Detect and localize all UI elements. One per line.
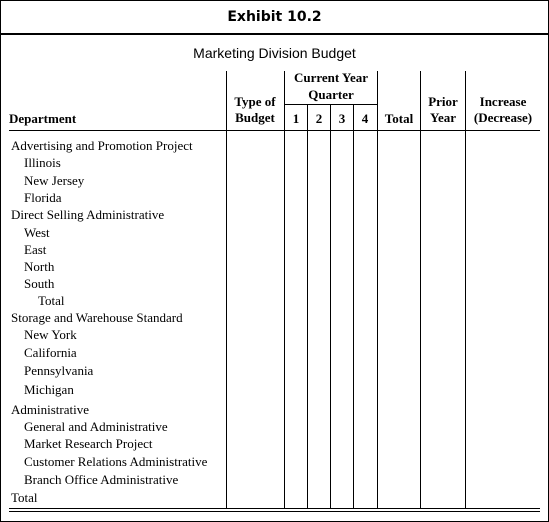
table-bottom-rule-1 <box>9 508 540 509</box>
table-bottom-rule-2 <box>9 511 540 512</box>
department-row: Branch Office Administrative <box>24 472 179 487</box>
department-row: Total <box>38 293 65 308</box>
header-prior: Prior <box>428 94 458 109</box>
header-decrease: (Decrease) <box>473 110 533 125</box>
department-row: Total <box>11 490 38 505</box>
col-line-current-start <box>284 71 285 508</box>
department-row: Storage and Warehouse Standard <box>11 310 183 325</box>
header-type-of: Type of <box>234 94 276 109</box>
quarter-rule <box>285 104 377 105</box>
title-rule <box>1 33 548 35</box>
header-year: Year <box>430 110 456 125</box>
department-row: General and Administrative <box>24 419 168 434</box>
department-row: New York <box>24 327 77 342</box>
col-line-q3 <box>330 105 331 508</box>
col-line-type <box>226 71 227 508</box>
col-line-increase <box>465 71 466 508</box>
col-line-q4 <box>353 105 354 508</box>
header-department: Department <box>9 111 77 126</box>
header-q4: 4 <box>361 111 369 126</box>
department-row: Illinois <box>24 155 61 170</box>
department-row: Advertising and Promotion Project <box>11 138 193 153</box>
col-line-q2 <box>307 105 308 508</box>
department-row: Direct Selling Administrative <box>11 207 165 222</box>
department-row: Customer Relations Administrative <box>24 454 208 469</box>
header-quarter: Quarter <box>308 87 354 102</box>
department-row: South <box>24 276 55 291</box>
col-line-total <box>377 71 378 508</box>
header-q3: 3 <box>338 111 346 126</box>
col-line-prior <box>420 71 421 508</box>
department-row: West <box>24 225 50 240</box>
exhibit-title: Exhibit 10.2 <box>227 9 322 25</box>
header-total: Total <box>384 111 414 126</box>
department-row: East <box>24 242 47 257</box>
department-row: Florida <box>24 190 62 205</box>
department-row: North <box>24 259 55 274</box>
department-row: Administrative <box>11 402 89 417</box>
header-rule <box>9 130 540 131</box>
department-row: Market Research Project <box>24 436 153 451</box>
table-title: Marketing Division Budget <box>193 45 356 61</box>
header-budget: Budget <box>235 110 275 125</box>
department-row: Michigan <box>24 382 74 397</box>
header-q1: 1 <box>292 111 300 126</box>
department-row: New Jersey <box>24 173 85 188</box>
department-row: California <box>24 345 77 360</box>
header-current-year: Current Year <box>293 70 368 85</box>
header-increase: Increase <box>479 94 527 109</box>
header-q2: 2 <box>315 111 323 126</box>
department-row: Pennsylvania <box>24 363 94 378</box>
